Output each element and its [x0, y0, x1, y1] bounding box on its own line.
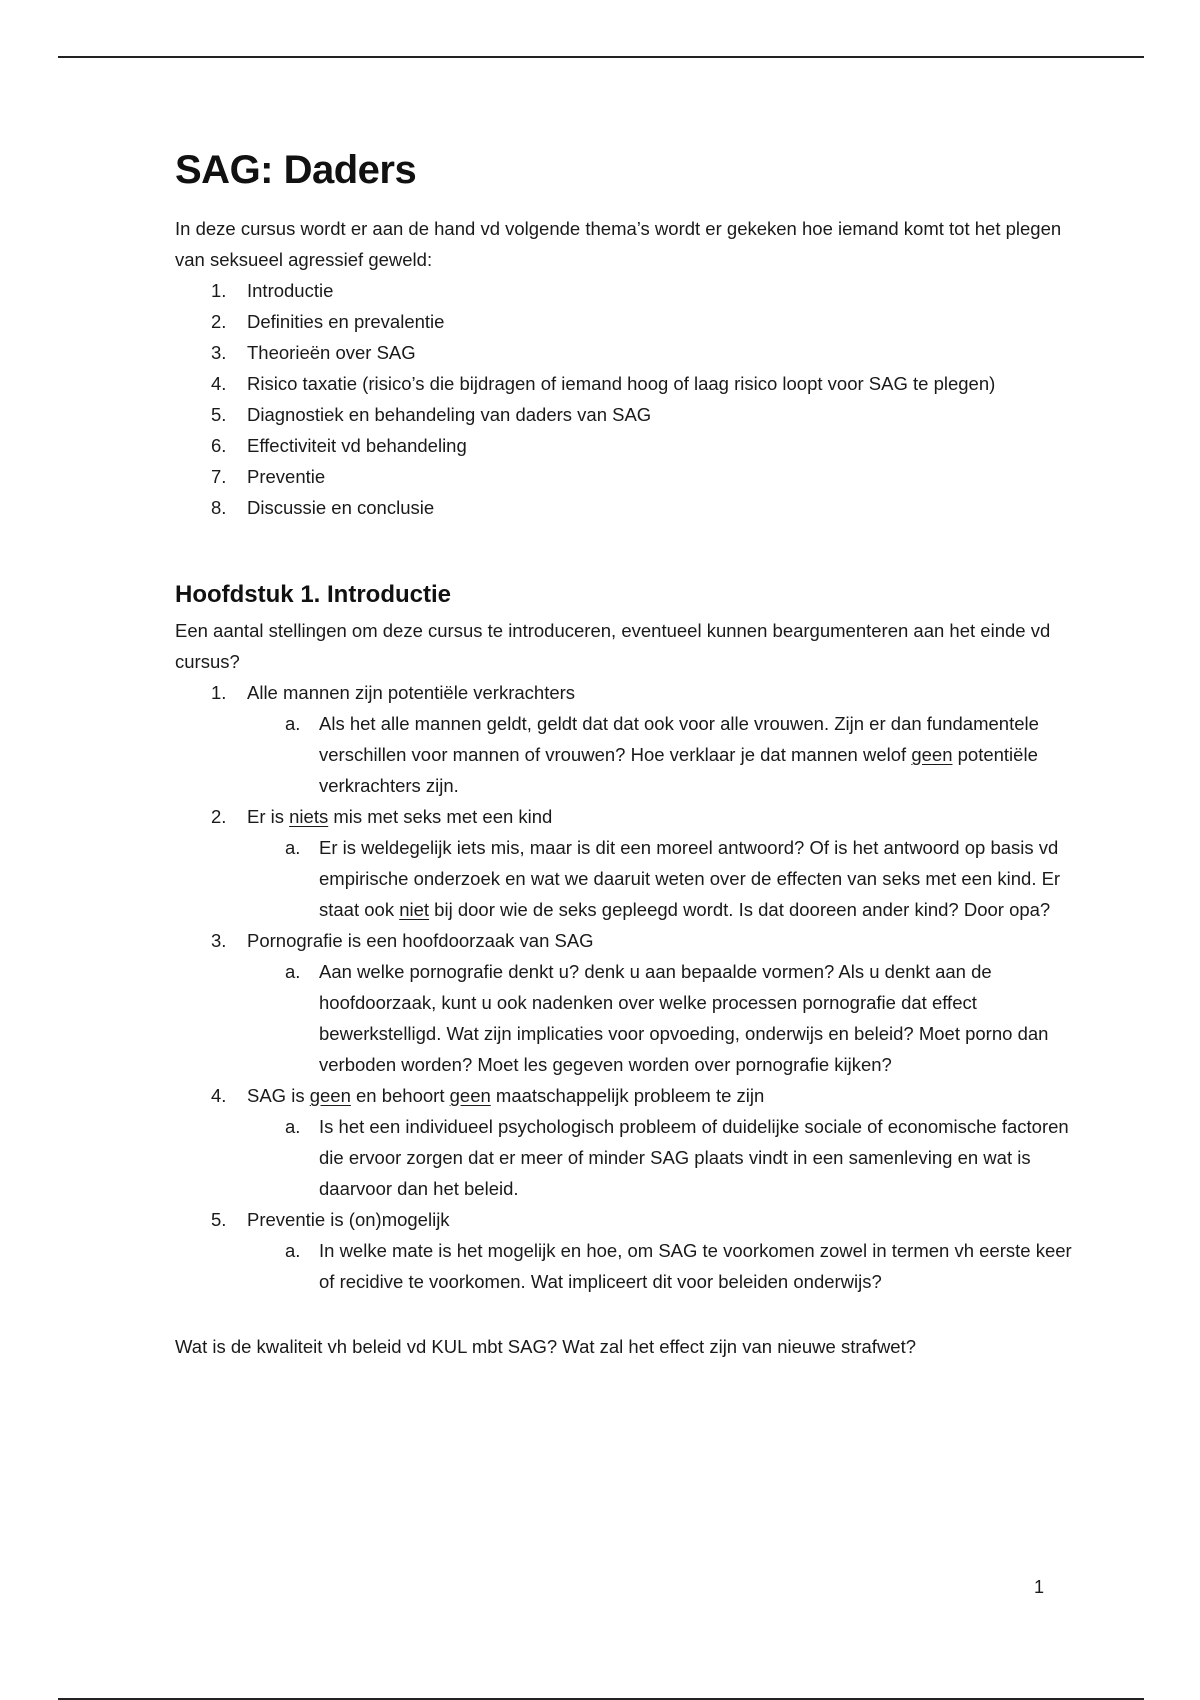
chapter-heading: Hoofdstuk 1. Introductie	[175, 581, 451, 608]
sub-text: bij door wie de seks gepleegd wordt. Is dat dooreen ander kind? Door opa?	[429, 899, 1051, 920]
sub-item	[247, 1111, 1085, 1204]
statement-item	[175, 1204, 1085, 1297]
underlined-word: geen	[911, 744, 953, 765]
sub-item	[247, 1235, 1085, 1297]
sub-number: a.	[285, 713, 301, 734]
list-number: 5.	[211, 404, 227, 425]
statement-text: Er is	[247, 806, 290, 827]
list-item-text: Introductie	[247, 280, 334, 301]
list-number: 2.	[211, 806, 227, 827]
list-item	[175, 337, 1085, 368]
list-number: 1.	[211, 682, 227, 703]
sub-text: Is het een individueel psychologisch probleem of duidelijke sociale of economische factoren die ervoor zorgen dat er meer of minder SAG plaats vindt in een samenleving en wat is daarvoor dan het beleid.	[319, 1116, 1069, 1199]
sub-item	[247, 832, 1085, 925]
sub-item	[247, 708, 1085, 801]
document-body	[175, 148, 1085, 1362]
list-item-text: Preventie	[247, 466, 326, 487]
list-number: 7.	[211, 466, 227, 487]
statement-list	[175, 677, 1085, 1297]
closing-paragraph: Wat is de kwaliteit vh beleid vd KUL mbt SAG? Wat zal het effect zijn van nieuwe strafwet?	[175, 1336, 917, 1357]
list-number: 3.	[211, 930, 227, 951]
underlined-word: niet	[399, 899, 430, 920]
list-number: 8.	[211, 497, 227, 518]
statement-item	[175, 677, 1085, 801]
list-item	[175, 399, 1085, 430]
sub-list	[247, 832, 1085, 925]
list-item-text: Diagnostiek en behandeling van daders van SAG	[247, 404, 652, 425]
sub-list	[247, 956, 1085, 1080]
list-item-text: Theorieën over SAG	[247, 342, 416, 363]
header-rule	[58, 56, 1144, 58]
list-item-text: Effectiviteit vd behandeling	[247, 435, 467, 456]
sub-number: a.	[285, 1116, 301, 1137]
list-item	[175, 306, 1085, 337]
statement-text: Alle mannen zijn potentiële verkrachters	[247, 682, 576, 703]
list-number: 6.	[211, 435, 227, 456]
list-number: 5.	[211, 1209, 227, 1230]
list-item	[175, 492, 1085, 523]
sub-text: potentiële verkrachters zijn.	[319, 744, 1038, 796]
list-number: 2.	[211, 311, 227, 332]
sub-text: Aan welke pornografie denkt u? denk u aan bepaalde vormen? Als u denkt aan de hoofdoorzaak, kunt u ook nadenken over welke processen pornografie dat effect bewerkstelligd. Wat zijn implicaties voor opvoeding, onderwijs en beleid? Moet porno dan verboden worden? Moet les gegeven worden over pornografie kijken?	[319, 961, 1049, 1075]
sub-item	[247, 956, 1085, 1080]
sub-number: a.	[285, 837, 301, 858]
statement-item	[175, 801, 1085, 925]
sub-list	[247, 708, 1085, 801]
topic-list	[175, 275, 1085, 523]
list-item	[175, 275, 1085, 306]
list-item	[175, 461, 1085, 492]
statement-text: mis met seks met een kind	[328, 806, 553, 827]
underlined-word: niets	[289, 806, 329, 827]
list-item-text: Discussie en conclusie	[247, 497, 435, 518]
underlined-word: geen	[309, 1085, 351, 1106]
list-number: 3.	[211, 342, 227, 363]
list-number: 4.	[211, 373, 227, 394]
statement-text: en behoort	[350, 1085, 450, 1106]
underlined-word: geen	[449, 1085, 491, 1106]
sub-list	[247, 1235, 1085, 1297]
list-number: 4.	[211, 1085, 227, 1106]
statement-item	[175, 1080, 1085, 1204]
intro-paragraph: In deze cursus wordt er aan de hand vd volgende thema’s wordt er gekeken hoe iemand komt tot het plegen van seksueel agressief geweld:	[175, 218, 1062, 270]
statement-text: maatschappelijk probleem te zijn	[490, 1085, 765, 1106]
statement-text: SAG is	[247, 1085, 310, 1106]
page-number: 1	[1034, 1577, 1045, 1597]
document-title: SAG: Daders	[175, 148, 417, 192]
statement-text: Pornografie is een hoofdoorzaak van SAG	[247, 930, 594, 951]
sub-number: a.	[285, 961, 301, 982]
list-number: 1.	[211, 280, 227, 301]
list-item	[175, 430, 1085, 461]
list-item-text: Risico taxatie (risico’s die bijdragen of iemand hoog of laag risico loopt voor SAG te plegen)	[247, 373, 996, 394]
sub-list	[247, 1111, 1085, 1204]
sub-number: a.	[285, 1240, 301, 1261]
statement-text: Preventie is (on)mogelijk	[247, 1209, 450, 1230]
sub-text: Als het alle mannen geldt, geldt dat dat ook voor alle vrouwen. Zijn er dan fundamentele verschillen voor mannen of vrouwen? Hoe verklaar je dat mannen welof	[319, 713, 1039, 765]
sub-text: In welke mate is het mogelijk en hoe, om SAG te voorkomen zowel in termen vh eerste keer of recidive te voorkomen. Wat impliceert dit voor beleiden onderwijs?	[319, 1240, 1072, 1292]
list-item	[175, 368, 1085, 399]
sub-text: Er is weldegelijk iets mis, maar is dit een moreel antwoord? Of is het antwoord op basis vd empirische onderzoek en wat we daaruit weten over de effecten van seks met een kind. Er staat ook	[319, 837, 1061, 920]
statement-item	[175, 925, 1085, 1080]
list-item-text: Definities en prevalentie	[247, 311, 445, 332]
chapter-intro: Een aantal stellingen om deze cursus te introduceren, eventueel kunnen beargumenteren aan het einde vd cursus?	[175, 620, 1051, 672]
